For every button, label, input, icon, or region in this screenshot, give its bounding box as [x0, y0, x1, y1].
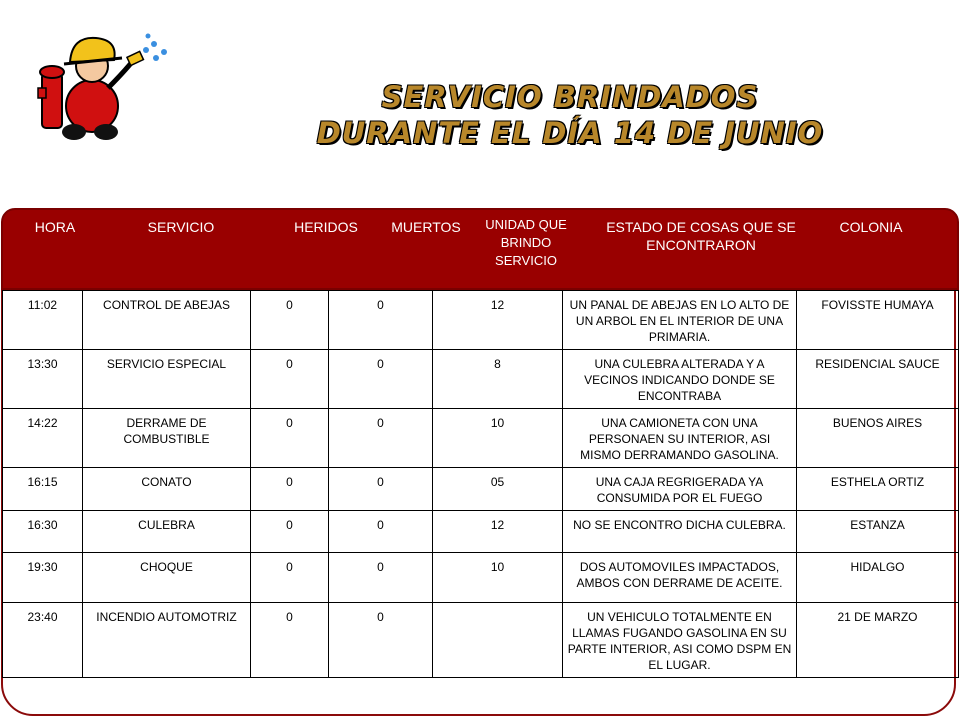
cell-muertos: 0	[329, 511, 433, 553]
cell-estado: UNA CULEBRA ALTERADA Y A VECINOS INDICANDO DONDE SE ENCONTRABA	[563, 350, 797, 409]
header-servicio: SERVICIO	[147, 219, 215, 235]
cell-estado: UNA CAMIONETA CON UNA PERSONAEN SU INTERIOR, ASI MISMO DERRAMANDO GASOLINA.	[563, 409, 797, 468]
cell-hora: 14:22	[3, 409, 83, 468]
table-row	[3, 291, 959, 350]
cell-muertos: 0	[329, 553, 433, 603]
cell-hora: 23:40	[3, 603, 83, 678]
cell-unidad: 12	[433, 291, 563, 350]
table-row	[3, 511, 959, 553]
cell-servicio: CHOQUE	[83, 553, 251, 603]
firefighter-mascot-icon	[30, 28, 170, 148]
cell-unidad: 10	[433, 553, 563, 603]
cell-unidad: 10	[433, 409, 563, 468]
cell-estado: DOS AUTOMOVILES IMPACTADOS, AMBOS CON DERRAME DE ACEITE.	[563, 553, 797, 603]
cell-servicio: SERVICIO ESPECIAL	[83, 350, 251, 409]
cell-muertos: 0	[329, 350, 433, 409]
cell-servicio: CONTROL DE ABEJAS	[83, 291, 251, 350]
cell-muertos: 0	[329, 468, 433, 511]
header-muertos: MUERTOS	[391, 219, 461, 235]
table-row	[3, 468, 959, 511]
cell-heridos: 0	[251, 409, 329, 468]
cell-unidad: 12	[433, 511, 563, 553]
cell-unidad	[433, 603, 563, 678]
cell-hora: 16:15	[3, 468, 83, 511]
cell-estado: NO SE ENCONTRO DICHA CULEBRA.	[563, 511, 797, 553]
cell-colonia: HIDALGO	[797, 553, 959, 603]
cell-heridos: 0	[251, 468, 329, 511]
cell-hora: 11:02	[3, 291, 83, 350]
cell-servicio: DERRAME DE COMBUSTIBLE	[83, 409, 251, 468]
cell-heridos: 0	[251, 553, 329, 603]
header-colonia: COLONIA	[839, 219, 903, 235]
header-hora: HORA	[34, 219, 76, 235]
table-row	[3, 409, 959, 468]
cell-muertos: 0	[329, 603, 433, 678]
cell-heridos: 0	[251, 350, 329, 409]
cell-colonia: ESTANZA	[797, 511, 959, 553]
cell-heridos: 0	[251, 291, 329, 350]
cell-muertos: 0	[329, 409, 433, 468]
cell-muertos: 0	[329, 291, 433, 350]
cell-estado: UNA CAJA REGRIGERADA YA CONSUMIDA POR EL FUEGO	[563, 468, 797, 511]
services-table	[2, 290, 959, 678]
cell-servicio: CULEBRA	[83, 511, 251, 553]
table-header	[1, 208, 959, 290]
cell-estado: UN PANAL DE ABEJAS EN LO ALTO DE UN ARBOL EN EL INTERIOR DE UNA PRIMARIA.	[563, 291, 797, 350]
cell-unidad: 8	[433, 350, 563, 409]
cell-estado: UN VEHICULO TOTALMENTE EN LLAMAS FUGANDO GASOLINA EN SU PARTE INTERIOR, ASI COMO DSPM EN EL LUGAR.	[563, 603, 797, 678]
cell-heridos: 0	[251, 511, 329, 553]
page-title	[180, 80, 960, 150]
cell-colonia: BUENOS AIRES	[797, 409, 959, 468]
table-row	[3, 350, 959, 409]
header-estado: ESTADO DE COSAS QUE SE ENCONTRARON	[606, 219, 796, 253]
cell-hora: 13:30	[3, 350, 83, 409]
cell-servicio: INCENDIO AUTOMOTRIZ	[83, 603, 251, 678]
cell-servicio: CONATO	[83, 468, 251, 511]
table-row	[3, 603, 959, 678]
cell-hora: 16:30	[3, 511, 83, 553]
header-unidad: UNIDAD QUE BRINDO SERVICIO	[485, 217, 567, 268]
cell-colonia: ESTHELA ORTIZ	[797, 468, 959, 511]
cell-colonia: FOVISSTE HUMAYA	[797, 291, 959, 350]
cell-colonia: 21 DE MARZO	[797, 603, 959, 678]
cell-unidad: 05	[433, 468, 563, 511]
cell-colonia: RESIDENCIAL SAUCE	[797, 350, 959, 409]
title-line-1: SERVICIO BRINDADOS	[381, 80, 759, 114]
table-row	[3, 553, 959, 603]
header-heridos: HERIDOS	[294, 219, 358, 235]
cell-hora: 19:30	[3, 553, 83, 603]
title-line-2: DURANTE EL DÍA 14 DE JUNIO	[316, 116, 824, 150]
cell-heridos: 0	[251, 603, 329, 678]
